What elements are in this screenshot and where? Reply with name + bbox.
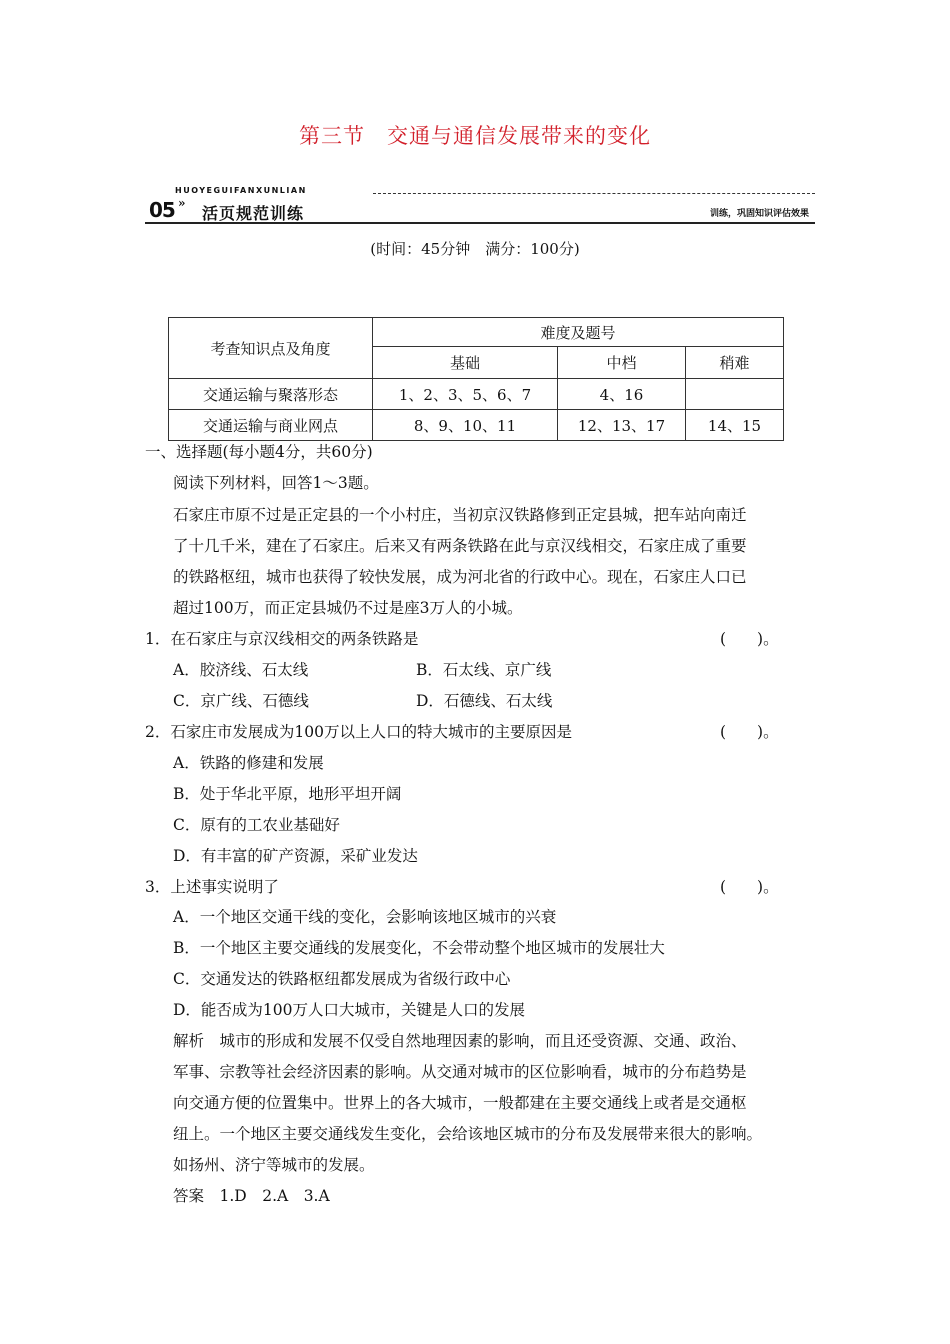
hard-cell [686, 379, 784, 410]
option-item: A．一个地区交通干线的变化，会影响该地区城市的兴衰 [173, 908, 557, 926]
table-header-row [169, 318, 784, 347]
passage-line: 石家庄市原不过是正定县的一个小村庄，当初京汉铁路修到正定县城，把车站向南迁 [173, 506, 747, 524]
option-item: D．石德线、石太线 [416, 692, 553, 710]
topic-cell: 交通运输与聚落形态 [169, 379, 373, 410]
answer-blank: ( )。 [720, 630, 779, 648]
banner-pinyin: HUOYEGUIFANXUNLIAN [175, 186, 307, 195]
level-basic-cell: 基础 [373, 347, 558, 379]
option-item: C．京广线、石德线 [173, 692, 309, 710]
banner-number: 05 [149, 198, 175, 222]
answer-key: 答案 1.D 2.A 3.A [173, 1187, 330, 1205]
passage-line: 了十几千米，建在了石家庄。后来又有两条铁路在此与京汉线相交，石家庄成了重要 [173, 537, 747, 555]
analysis-line: 解析 城市的形成和发展不仅受自然地理因素的影响，而且还受资源、交通、政治、 [173, 1032, 747, 1050]
basic-cell: 1、2、3、5、6、7 [373, 379, 558, 410]
section-banner [145, 186, 815, 226]
knowledge-distribution-table [168, 317, 784, 441]
time-info: (时间：45分钟 满分：100分) [370, 240, 580, 258]
medium-cell: 12、13、17 [558, 410, 686, 441]
basic-cell: 8、9、10、11 [373, 410, 558, 441]
analysis-line: 向交通方便的位置集中。世界上的各大城市，一般都建在主要交通线上或者是交通枢 [173, 1094, 747, 1112]
banner-slogan: 训练，巩固知识评估效果 [709, 209, 809, 219]
reading-intro: 阅读下列材料，回答1～3题。 [173, 474, 379, 492]
banner-rule [145, 222, 815, 224]
passage-line: 超过100万，而正定县城仍不过是座3万人的小城。 [173, 599, 523, 617]
answer-blank: ( )。 [720, 723, 779, 741]
option-item: A．铁路的修建和发展 [173, 754, 324, 772]
option-item: B．石太线、京广线 [416, 661, 552, 679]
section-heading: 一、选择题(每小题4分，共60分) [145, 443, 373, 461]
option-item: C．原有的工农业基础好 [173, 816, 340, 834]
option-item: D．有丰富的矿产资源，采矿业发达 [173, 847, 418, 865]
level-medium-cell: 中档 [558, 347, 686, 379]
option-item: B．一个地区主要交通线的发展变化，不会带动整个地区城市的发展壮大 [173, 939, 665, 957]
header-knowledge-cell: 考查知识点及角度 [169, 318, 373, 379]
option-item: B．处于华北平原，地形平坦开阔 [173, 785, 402, 803]
question-stem: 1．在石家庄与京汉线相交的两条铁路是 [145, 630, 419, 648]
table-row [169, 379, 784, 410]
passage-line: 的铁路枢纽，城市也获得了较快发展，成为河北省的行政中心。现在，石家庄人口已 [173, 568, 747, 586]
question-stem: 3．上述事实说明了 [145, 878, 279, 896]
option-item: C．交通发达的铁路枢纽都发展成为省级行政中心 [173, 970, 511, 988]
hard-cell: 14、15 [686, 410, 784, 441]
double-chevron-icon: » [178, 196, 186, 210]
table-row [169, 410, 784, 441]
banner-dashed-divider [373, 193, 815, 194]
banner-name: 活页规范训练 [202, 204, 305, 223]
topic-cell: 交通运输与商业网点 [169, 410, 373, 441]
medium-cell: 4、16 [558, 379, 686, 410]
analysis-line: 军事、宗教等社会经济因素的影响。从交通对城市的区位影响看，城市的分布趋势是 [173, 1063, 747, 1081]
answer-blank: ( )。 [720, 878, 779, 896]
page-title: 第三节 交通与通信发展带来的变化 [299, 124, 651, 148]
analysis-line: 如扬州、济宁等城市的发展。 [173, 1156, 375, 1174]
question-stem: 2．石家庄市发展成为100万以上人口的特大城市的主要原因是 [145, 723, 572, 741]
option-item: A．胶济线、石太线 [173, 661, 309, 679]
level-hard-cell: 稍难 [686, 347, 784, 379]
header-difficulty-cell: 难度及题号 [373, 318, 784, 347]
analysis-line: 纽上。一个地区主要交通线发生变化，会给该地区城市的分布及发展带来很大的影响。 [173, 1125, 763, 1143]
option-item: D．能否成为100万人口大城市，关键是人口的发展 [173, 1001, 526, 1019]
